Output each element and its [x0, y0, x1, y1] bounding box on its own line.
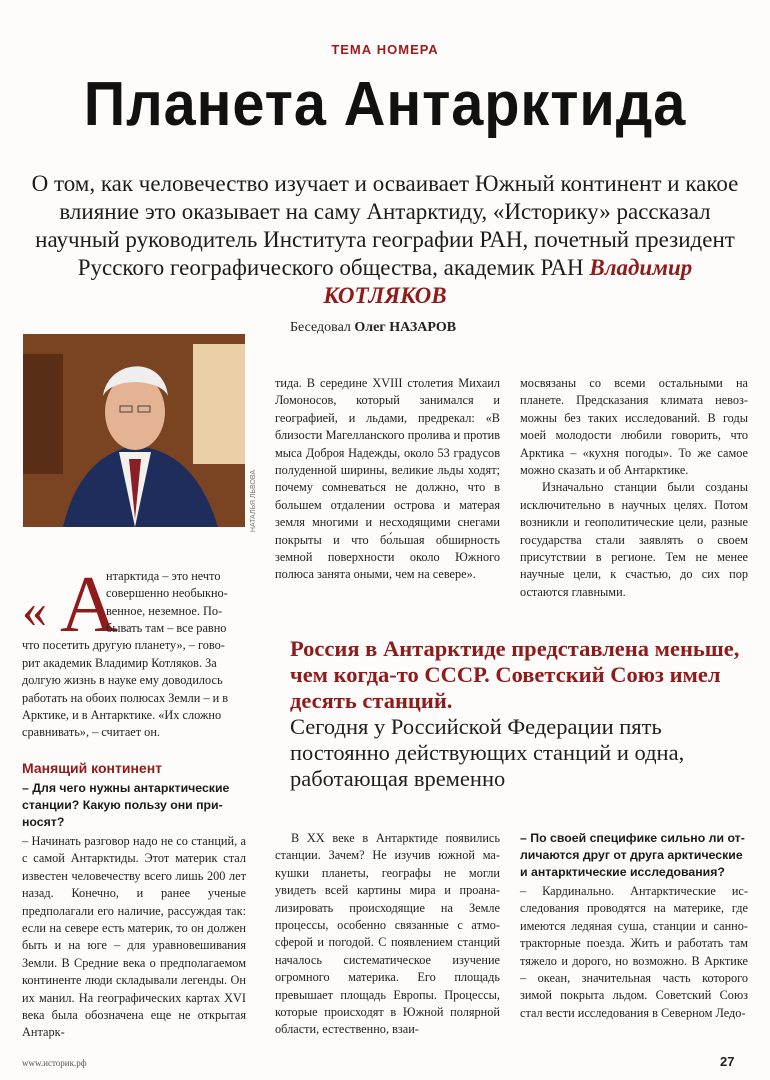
column-3-top [520, 375, 748, 601]
photo-credit: НАТАЛЬЯ ЛЬВОВА [250, 470, 257, 533]
lead-paragraph [30, 170, 740, 310]
intro-line: что посетить другую планету», – гово- [22, 638, 225, 653]
intro-line: Арктике, и в Антарктике. «Их сложно [22, 708, 222, 723]
column-2-bottom: В XX веке в Антарктиде появились станции. Зачем? Не изучив южной макушки планеты, географы не могли увидеть всей картины мира и проанализировать происходящие на Земле процессы, особенно связанные с атмосферой и погодой. С появлением станций началось систематическое изучение огромного материка. Его площадь превышает площадь Европы. Процессы, которые происходят в Южной полярной области, естественно, взаи- [275, 831, 500, 1037]
col3-paragraph-2: Изначально станции были созданы исключительно в научных целях. Потом возникли и геополитические цели, разные государства стали заявлять о своем присутствии в регионе. Тем не менее научные цели, к счастью, до сих пор остаются главными. [520, 480, 748, 599]
portrait-illustration [23, 334, 245, 527]
byline-prefix: Беседовал [290, 320, 351, 335]
byline [290, 320, 550, 336]
rubric: ТЕМА НОМЕРА [331, 42, 439, 57]
column-2-top: тида. В середине XVIII столетия Михаил Ломоносов, который занимался и географией, и льдами, предрекал: «В близости Магелланского пролива и против мыса Доброя Надежды, около 53 градусов полуденной ширины, великие льды ходят; почему сомневаться не должно, что в большем отдалении острова и матерая земля многими и несходящими снегами покрыты и что бо́льшая обширность земной поверхности около Южного полюса занята оными, чем на севере». [275, 376, 500, 582]
intro-line: сравнивать», – считает он. [22, 725, 160, 740]
intro-quote-mark: « [22, 582, 47, 638]
intro-line: бывать там – все равно [106, 621, 227, 635]
answer-1: – Начинать разговор надо не со станций, а с самой Антарктиды. Этот материк стал известен человечеству всего лишь 200 лет назад. Конечно, и ранее ученые предполагали его наличие, рассуждая так: если на севере есть материк, то он должен быть и на юге – для уравновешивания Земли. В Средние века о предполагаемом континенте люди складывали легенды. Он их манил. На географических картах XVI века была обозначена еще не открытая Антарк- [22, 834, 246, 1040]
intro-lines-full [22, 620, 246, 742]
intro-line: работать на обоих полюсах Земли – и в [22, 690, 229, 705]
answer-2: – Кардинально. Антарктические исследования проводятся на материке, где имеются ледяная суша, станции и санно-тракторные поезда. Жить и работать там тяжело и дорого, но возможно. В Арктике – океан, значительная часть которого зимой покрыта льдом. Советский Союз стал вести исследования в Северном Ледо- [520, 884, 748, 1020]
article-title: Планета Антарктида [83, 70, 687, 139]
pull-quote-normal: Сегодня у Российской Федерации пять постоянно действующих станций и одна, работающая временно [290, 714, 685, 791]
intro-line: рит академик Владимир Котляков. За [22, 655, 217, 670]
intro-lines-short [106, 568, 246, 620]
portrait-photo [23, 334, 245, 527]
question-2: – По своей специфике сильно ли отличаются друг от друга арктические и антарктические исследования? [520, 831, 745, 879]
intro-line: нтарктида – это нечто [106, 569, 221, 583]
intro-line: венное, неземное. По- [106, 603, 223, 618]
column-1 [22, 780, 246, 1042]
lead-text: О том, как человечество изучает и осваивает Южный континент и какое влияние это оказывает на саму Антарктиду, «Историку» рассказал научный руководитель Института географии РАН, почетный президент Русского географического общества, академик РАН [31, 171, 739, 280]
question-1: – Для чего нужны антарктические станции? Какую пользу они приносят? [22, 781, 230, 829]
byline-name: Олег НАЗАРОВ [354, 320, 457, 335]
pull-quote [290, 636, 750, 792]
intro-line: совершенно необыкно- [106, 586, 228, 601]
pull-quote-bold: Россия в Антарктиде представлена меньше, чем когда-то СССР. Советский Союз имел десять станций. [290, 636, 740, 713]
footer-site: www.историк.рф [22, 1058, 87, 1068]
col3-paragraph-1: мосвязаны со всеми остальными на планете. Предсказания климата невозможны без таких исследований. В годы моей молодости любили говорить, что Арктика – «кухня погоды». То же самое можно сказать и об Антарктике. [520, 376, 748, 478]
section-heading: Манящий континент [22, 760, 163, 776]
lead-author: Владимир КОТЛЯКОВ [323, 255, 693, 308]
page-number: 27 [720, 1054, 735, 1069]
intro-dropcap: А [60, 561, 118, 649]
column-3-bottom [520, 830, 748, 1022]
intro-line: долгую жизнь в науке ему доводилось [22, 673, 223, 688]
